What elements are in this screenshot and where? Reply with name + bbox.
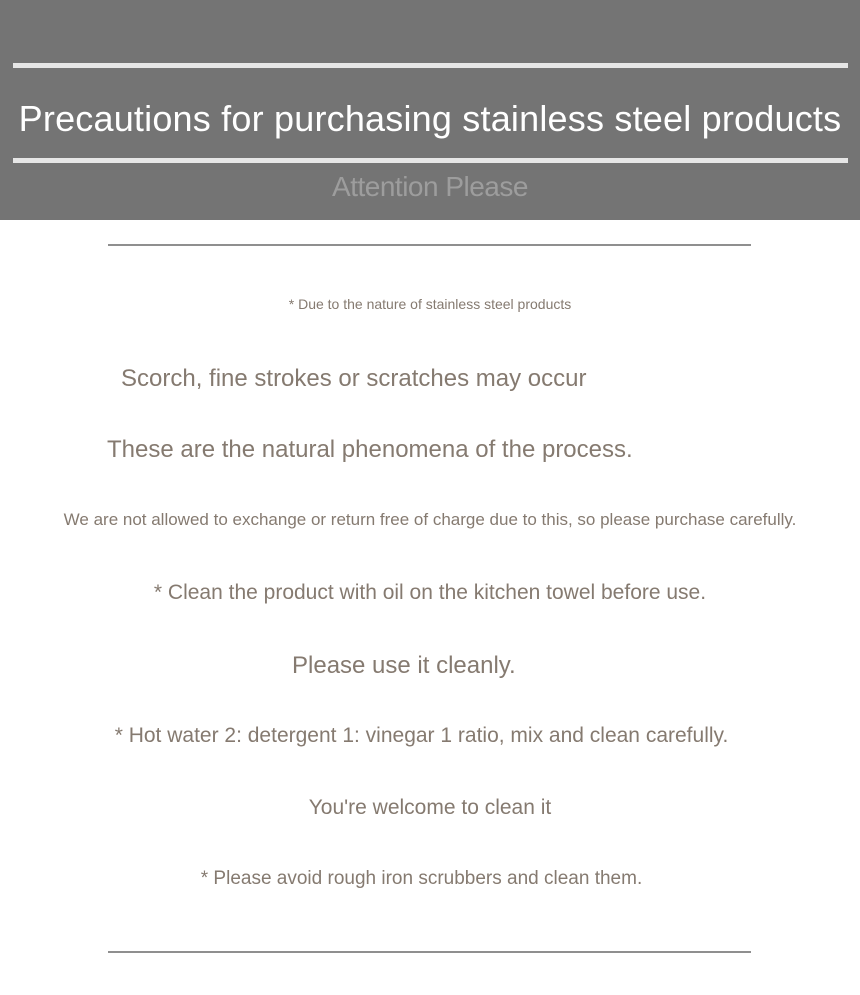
notice-line-natural-phenomena: These are the natural phenomena of the process. (107, 436, 633, 463)
header-banner (0, 0, 860, 220)
notice-line-avoid-scrubbers: * Please avoid rough iron scrubbers and clean them. (200, 868, 643, 889)
notice-line-clean-with-oil: * Clean the product with oil on the kitchen towel before use. (153, 581, 707, 604)
page-subtitle: Attention Please (332, 171, 528, 202)
notice-line-use-cleanly: Please use it cleanly. (292, 652, 516, 679)
header-top-rule (13, 63, 848, 68)
header-bottom-rule (13, 158, 848, 163)
notice-line-welcome-to-clean: You're welcome to clean it (308, 796, 552, 819)
notice-line-cleaning-ratio: * Hot water 2: detergent 1: vinegar 1 ratio, mix and clean carefully. (114, 724, 729, 747)
notice-line-scratches: Scorch, fine strokes or scratches may occur (121, 365, 587, 392)
notice-line-nature: * Due to the nature of stainless steel products (288, 296, 572, 312)
content-bottom-divider (108, 951, 751, 953)
page-title: Precautions for purchasing stainless steel products (18, 98, 842, 139)
content-top-divider (108, 244, 751, 246)
notice-line-no-return: We are not allowed to exchange or return free of charge due to this, so please purchase carefully. (63, 510, 797, 529)
